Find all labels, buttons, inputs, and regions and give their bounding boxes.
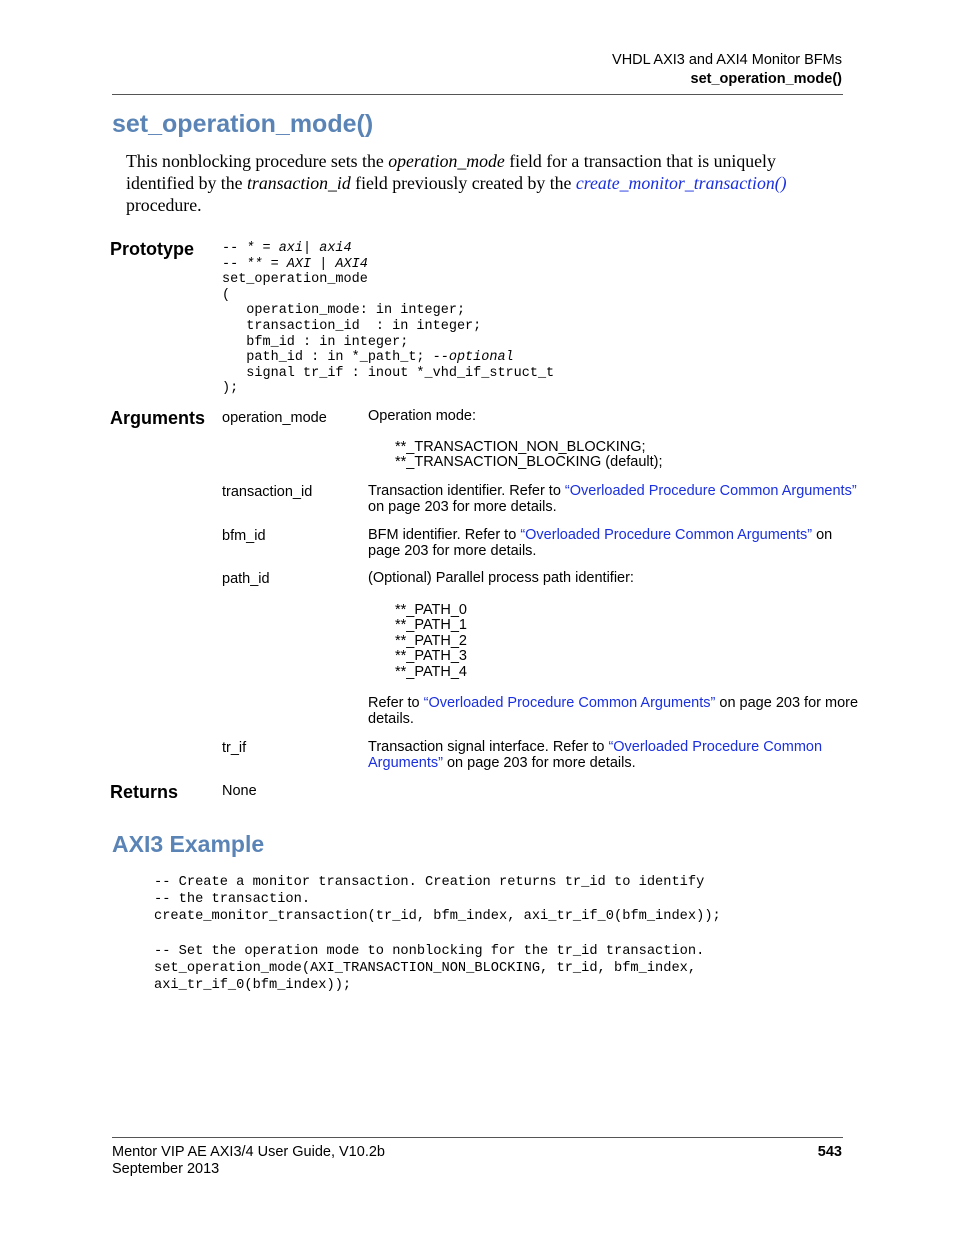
- prototype-line-1: -- * = axi| axi4: [222, 241, 352, 256]
- prototype-line-8: path_id : in *_path_t;: [222, 350, 433, 366]
- arg-desc-text: Transaction signal interface. Refer to: [368, 739, 609, 755]
- arg-desc-tr-if: [368, 740, 860, 771]
- prototype-line-2: -- ** = AXI | AXI4: [222, 256, 368, 272]
- arg-desc-path-id: [368, 571, 860, 727]
- overloaded-args-link[interactable]: “Overloaded Procedure Common Arguments”: [368, 739, 823, 771]
- prototype-line-6: transaction_id : in integer;: [222, 318, 482, 334]
- example-code-line: axi_tr_if_0(bfm_index));: [154, 978, 352, 994]
- prototype-line-9: signal tr_if : inout *_vhd_if_struct_t: [222, 365, 555, 381]
- arg-value-list: [368, 440, 860, 471]
- returns-label: Returns: [110, 782, 179, 802]
- arg-desc-reference: [368, 696, 860, 727]
- arguments-label: Arguments: [110, 408, 206, 428]
- intro-emphasis-transaction-id: transaction_id: [246, 173, 351, 193]
- intro-emphasis-operation-mode: operation_mode: [388, 151, 505, 171]
- arg-value: **_PATH_4: [395, 663, 467, 680]
- arg-value: **_PATH_1: [395, 617, 467, 633]
- arg-name-path-id: path_id: [222, 571, 270, 587]
- prototype-line-4: (: [222, 287, 231, 303]
- arg-desc-text: on page 203 for more details.: [368, 527, 833, 559]
- page-number: 543: [817, 1144, 842, 1160]
- create-monitor-transaction-link[interactable]: create_monitor_transaction(): [575, 173, 787, 193]
- arg-desc-operation-mode: [368, 409, 860, 471]
- arg-desc-text: on page 203 for more details.: [368, 498, 557, 515]
- arg-desc-text: Refer to: [368, 695, 424, 711]
- arg-value-list: [368, 603, 860, 681]
- arg-name-operation-mode: operation_mode: [222, 410, 327, 426]
- arg-desc-text: (Optional) Parallel process path identifier:: [368, 570, 634, 586]
- arg-desc-text: Operation mode:: [368, 408, 477, 424]
- prototype-code: [222, 241, 554, 397]
- arg-name-transaction-id: transaction_id: [222, 484, 313, 500]
- example-code: [154, 874, 721, 994]
- returns-value: None: [222, 783, 257, 799]
- example-code-line: create_monitor_transaction(tr_id, bfm_index, axi_tr_if_0(bfm_index));: [154, 909, 721, 925]
- prototype-line-3: set_operation_mode: [222, 272, 368, 288]
- arg-desc-text: Transaction identifier. Refer to: [368, 483, 565, 499]
- arg-desc-bfm-id: [368, 528, 860, 559]
- example-code-line: -- Set the operation mode to nonblocking for the tr_id transaction.: [154, 943, 705, 959]
- header-rule: [112, 94, 843, 95]
- arg-desc-text: on page 203 for more details.: [442, 754, 636, 771]
- arg-desc-transaction-id: [368, 484, 860, 515]
- intro-text-4: procedure.: [126, 195, 202, 215]
- arg-value: **_TRANSACTION_BLOCKING (default);: [395, 454, 663, 470]
- intro-text-2: field for a transaction that is uniquely identified by the: [126, 151, 776, 193]
- arg-name-bfm-id: bfm_id: [222, 528, 266, 544]
- page-title: set_operation_mode(): [112, 110, 374, 138]
- running-header-section: set_operation_mode(): [690, 71, 842, 87]
- arg-value: **_PATH_2: [395, 632, 467, 649]
- arg-value: **_PATH_0: [395, 601, 467, 618]
- prototype-line-5: operation_mode: in integer;: [222, 303, 466, 319]
- intro-paragraph: [126, 150, 826, 216]
- prototype-line-10: );: [222, 381, 239, 397]
- footer-guide-title: Mentor VIP AE AXI3/4 User Guide, V10.2b: [112, 1144, 385, 1160]
- example-heading: AXI3 Example: [112, 831, 265, 857]
- prototype-label: Prototype: [110, 239, 195, 259]
- intro-text-3: field previously created by the: [350, 173, 576, 193]
- overloaded-args-link[interactable]: “Overloaded Procedure Common Arguments”: [564, 483, 857, 499]
- example-code-line: set_operation_mode(AXI_TRANSACTION_NON_BLOCKING, tr_id, bfm_index,: [154, 961, 697, 977]
- example-code-line: -- the transaction.: [154, 892, 311, 908]
- arg-name-tr-if: tr_if: [222, 740, 247, 756]
- arg-value: **_TRANSACTION_NON_BLOCKING;: [395, 438, 646, 455]
- prototype-optional-comment: --optional: [432, 350, 514, 366]
- example-code-line: -- Create a monitor transaction. Creation returns tr_id to identify: [154, 875, 705, 890]
- footer-rule: [112, 1137, 843, 1138]
- footer-date: September 2013: [112, 1161, 220, 1177]
- arg-desc-text: on page 203 for more details.: [368, 695, 859, 727]
- arg-desc-text: BFM identifier. Refer to: [368, 527, 521, 543]
- overloaded-args-link[interactable]: “Overloaded Procedure Common Arguments”: [423, 695, 716, 711]
- prototype-line-7: bfm_id : in integer;: [222, 334, 409, 350]
- overloaded-args-link[interactable]: “Overloaded Procedure Common Arguments”: [520, 527, 813, 543]
- arg-value: **_PATH_3: [395, 648, 467, 664]
- running-header-chapter: VHDL AXI3 and AXI4 Monitor BFMs: [612, 52, 842, 68]
- intro-text-1: This nonblocking procedure sets the: [126, 151, 389, 171]
